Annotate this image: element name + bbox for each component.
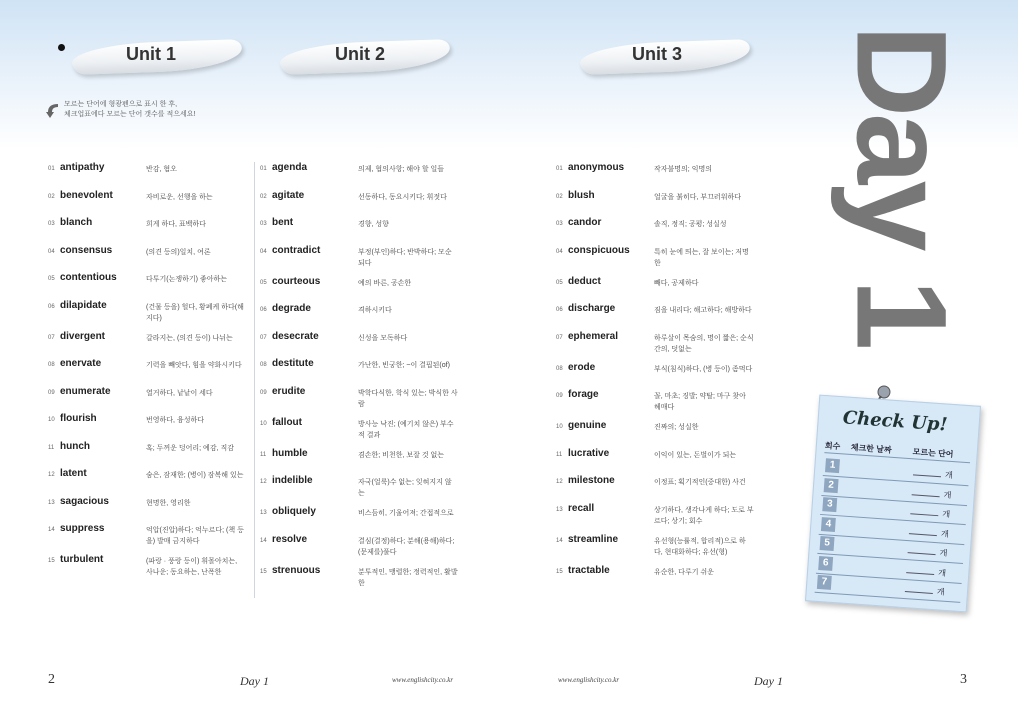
checkup-unit-label: 개 (939, 548, 948, 558)
entry-word: blanch (60, 217, 93, 228)
entry-meaning (146, 333, 233, 344)
hint-line-1: 모르는 단어에 형광펜으로 표시 한 후, (64, 101, 178, 108)
entry-number: 14 (48, 527, 55, 533)
entry-meaning (146, 192, 213, 203)
meaning-line: 작자불명의; 익명의 (654, 166, 712, 173)
entry-number: 03 (48, 221, 55, 227)
entry-word: genuine (568, 420, 607, 431)
meaning-line: 혹; 두꺼운 덩어리; 예감, 직감 (146, 444, 234, 452)
entry-number: 02 (48, 193, 55, 200)
entry-meaning (654, 567, 714, 578)
entry-number: 08 (260, 362, 267, 368)
meaning-line: 의제, 협의사항; 해야 할 일들 (358, 166, 445, 173)
entry-number: 12 (260, 479, 267, 485)
meaning-line: 분투적인, 맹렬한; 정력적인, 활발 (358, 568, 458, 576)
entry-number: 01 (260, 166, 267, 172)
entry-number: 09 (48, 389, 55, 396)
entry-meaning (146, 498, 190, 509)
meaning-line: 유선형(능률적, 합리적)으로 하 (654, 537, 746, 545)
entry-word: fallout (272, 416, 302, 428)
meaning-line: (건물 등을) 헐다, 황폐케 하다(해 (146, 303, 244, 311)
entry-word: candor (568, 217, 602, 228)
entry-meaning (146, 247, 211, 258)
entry-meaning (358, 360, 450, 371)
entry-number: 05 (556, 279, 563, 286)
entry-meaning (358, 508, 454, 519)
entry-meaning (146, 525, 244, 547)
page-number-right: 3 (960, 672, 967, 687)
entry-meaning (146, 556, 237, 578)
meaning-line: 자국(얼룩)수 없는; 잊혀지지 않 (358, 479, 452, 486)
entry-meaning (654, 505, 754, 527)
meaning-line: 되다 (358, 259, 372, 267)
entry-meaning (654, 450, 736, 461)
entry-number: 14 (556, 537, 563, 544)
entry-word: forage (568, 389, 599, 400)
entry-word: erode (568, 361, 596, 373)
entry-word: sagacious (60, 495, 109, 507)
entry-meaning (654, 391, 746, 413)
entry-number: 08 (48, 362, 55, 368)
checkup-title: Check Up! (842, 407, 949, 436)
checkup-blank[interactable] (905, 591, 933, 594)
meaning-line: 특히 눈에 띄는, 잘 보이는; 저명 (654, 248, 749, 256)
meaning-line: 가난한, 빈궁한; ~이 결핍된(of) (358, 362, 450, 369)
entry-meaning (654, 164, 712, 175)
entry-meaning (358, 477, 452, 499)
entry-word: obliquely (272, 506, 316, 517)
meaning-line: 하루살이 목숨의, 명이 짧은; 순식 (654, 334, 754, 342)
meaning-line: 다투기(논쟁하기) 좋아하는 (146, 276, 227, 283)
entry-word: enumerate (60, 385, 111, 397)
entry-number: 06 (556, 307, 563, 313)
checkup-unit-label: 개 (944, 470, 954, 481)
entry-word: suppress (60, 523, 105, 534)
curved-arrow-icon (44, 102, 62, 120)
entry-meaning (146, 164, 177, 175)
meaning-line: 부식(침식)하다, (병 등이) 좀먹다 (654, 365, 753, 373)
unit-3-label: Unit 3 (631, 44, 682, 64)
entry-word: degrade (272, 303, 311, 314)
checkup-blank[interactable] (909, 533, 937, 536)
entry-meaning (654, 477, 746, 488)
entry-word: streamline (568, 533, 619, 545)
entry-word: blush (568, 189, 595, 201)
entry-word: destitute (272, 358, 314, 369)
checkup-row-number: 1 (825, 458, 840, 473)
entry-number: 11 (556, 451, 563, 458)
entry-number: 13 (260, 510, 267, 516)
meaning-line: 사나운; 동요하는, 난폭한 (146, 569, 222, 576)
entry-number: 15 (48, 558, 55, 564)
entry-number: 06 (260, 307, 267, 313)
checkup-header-unknown: 모르는 단어 (912, 447, 954, 460)
entry-number: 04 (556, 248, 563, 255)
entry-word: contentious (60, 272, 117, 283)
entry-meaning (654, 333, 754, 355)
meaning-line: 억압(진압)하다; 억누르다; (책 등 (146, 527, 244, 534)
meaning-line: 유순한, 다루기 쉬운 (654, 568, 714, 576)
entry-meaning (654, 536, 746, 558)
meaning-line: 솔직, 정직; 공평; 성실성 (654, 221, 727, 228)
entry-number: 03 (556, 221, 563, 227)
meaning-line: 번영하다, 융성하다 (146, 417, 204, 424)
entry-number: 11 (260, 451, 267, 458)
entry-word: contradict (272, 244, 321, 256)
day-title-text: Day 1 (829, 24, 973, 346)
meaning-line: 이정표; 획기적인(중대한) 사건 (654, 479, 746, 486)
meaning-line: 격하시키다 (358, 307, 392, 314)
checkup-unit-label: 개 (943, 490, 952, 500)
entry-number: 08 (556, 365, 563, 372)
footer-url-left: www.englishcity.co.kr (392, 676, 454, 684)
meaning-line: 숨은, 잠재한; (병이) 잠복해 있는 (146, 472, 244, 479)
column-divider (254, 162, 255, 598)
entry-word: anonymous (568, 162, 625, 173)
meaning-line: 경향, 성향 (358, 221, 389, 228)
entry-word: consensus (60, 244, 113, 256)
meaning-line: 간의, 덧없는 (654, 345, 692, 353)
entry-number: 15 (260, 568, 267, 575)
entry-meaning (146, 302, 244, 324)
entry-word: resolve (272, 533, 308, 545)
entry-number: 14 (260, 537, 267, 544)
entry-meaning (358, 388, 458, 410)
entry-word: milestone (568, 475, 615, 486)
meaning-line: 선동하다, 동요시키다; 휘젓다 (358, 193, 447, 201)
entry-word: agenda (272, 162, 308, 173)
footer-day-right: Day 1 (754, 674, 783, 688)
meaning-line: 을) 발매 금지하다 (146, 538, 200, 545)
entry-number: 06 (48, 303, 55, 310)
checkup-blank[interactable] (913, 474, 941, 477)
entry-word: agitate (272, 189, 305, 201)
entry-word: latent (60, 468, 87, 479)
entry-meaning (654, 247, 749, 269)
entry-word: deduct (568, 275, 601, 287)
entry-word: flourish (60, 413, 97, 424)
entry-meaning (358, 536, 454, 558)
meaning-line: 현명한, 영리한 (146, 499, 191, 507)
entry-meaning (358, 333, 407, 344)
entry-word: antipathy (60, 162, 105, 173)
meaning-line: 박학다식한, 학식 있는; 박식한 사 (358, 389, 458, 397)
entry-word: turbulent (60, 554, 104, 565)
checkup-row-number: 2 (824, 478, 839, 493)
entry-number: 04 (48, 248, 55, 255)
entry-word: dilapidate (60, 299, 107, 311)
meaning-line: 이익이 있는, 돈벌이가 되는 (654, 451, 737, 459)
entry-word: tractable (568, 564, 610, 576)
meaning-line: 르다; 상기; 회수 (654, 517, 703, 525)
entry-meaning (358, 419, 454, 441)
entry-word: courteous (272, 275, 321, 287)
entry-word: lucrative (568, 447, 610, 459)
entry-word: strenuous (272, 564, 321, 576)
meaning-line: 자비로운, 선행을 하는 (146, 193, 213, 201)
meaning-line: 기력을 빼앗다, 힘을 약화시키다 (146, 362, 242, 369)
checkup-unit-label: 개 (942, 509, 951, 519)
entry-meaning (146, 388, 213, 399)
entry-meaning (146, 360, 242, 371)
footer-day-left: Day 1 (240, 674, 269, 688)
entry-number: 09 (260, 389, 267, 396)
meaning-line: (의견 등의)일치, 여론 (146, 248, 211, 256)
checkup-row-number: 3 (822, 497, 837, 512)
meaning-line: (파랑 · 풍랑 등이) 휘몰아치는, (146, 558, 238, 565)
hint-text (64, 100, 195, 120)
checkup-row-number: 5 (820, 536, 835, 551)
entry-meaning (654, 219, 727, 230)
day-title (829, 24, 973, 346)
entry-word: benevolent (60, 189, 113, 201)
entry-meaning (358, 305, 392, 316)
entry-meaning (146, 219, 206, 230)
entry-meaning (358, 219, 389, 230)
unit-2-label: Unit 2 (334, 44, 385, 64)
entry-number: 12 (556, 479, 563, 485)
entry-meaning (146, 274, 227, 285)
meaning-line: 결심(결정)하다; 분해(용해)하다; (358, 537, 455, 545)
entry-word: enervate (60, 358, 102, 369)
entry-meaning (146, 443, 234, 454)
entry-number: 07 (556, 334, 563, 341)
entry-number: 01 (48, 166, 55, 172)
entry-word: ephemeral (568, 330, 619, 342)
entry-number: 03 (260, 221, 267, 227)
entry-meaning (358, 164, 444, 175)
meaning-line: 예의 바른, 공손한 (358, 279, 412, 287)
meaning-line: 한 (654, 259, 661, 267)
meaning-line: 갈라지는, (의견 등이) 나뉘는 (146, 334, 233, 342)
hint-line-2: 체크업표에다 모르는 단어 갯수를 적으세요! (64, 111, 196, 118)
entry-number: 13 (48, 499, 55, 506)
meaning-line: 짐을 내리다; 해고하다; 해방하다 (654, 307, 752, 314)
entry-word: erudite (272, 385, 306, 397)
checkup-blank[interactable] (912, 494, 940, 497)
meaning-line: 신성을 모독하다 (358, 334, 408, 342)
entry-number: 11 (48, 444, 55, 451)
entry-meaning (358, 247, 452, 269)
checkup-row-number: 4 (821, 517, 836, 532)
entry-meaning (358, 192, 447, 203)
entry-number: 10 (556, 424, 563, 430)
entry-number: 05 (48, 276, 55, 282)
checkup-blank[interactable] (908, 552, 936, 555)
entry-word: indelible (272, 475, 313, 486)
entry-word: conspicuous (568, 244, 630, 256)
entry-number: 04 (260, 248, 267, 255)
checkup-row-number: 7 (817, 575, 832, 590)
entry-meaning (358, 567, 458, 589)
entry-meaning (654, 422, 698, 433)
meaning-line: 반감, 혐오 (146, 166, 177, 173)
meaning-line: 빼다, 공제하다 (654, 279, 699, 287)
checkup-header-date: 체크한 날짜 (850, 442, 892, 455)
entry-meaning (146, 470, 243, 481)
meaning-line: 상기하다, 생각나게 하다; 도로 부 (654, 506, 754, 514)
meaning-line: 희게 하다, 표백하다 (146, 221, 206, 228)
checkup-unit-label: 개 (937, 567, 947, 578)
entry-number: 01 (556, 166, 563, 172)
entry-number: 09 (556, 393, 563, 399)
checkup-unit-label: 개 (936, 587, 945, 597)
bullet-dot (58, 44, 65, 51)
entry-number: 10 (48, 417, 55, 423)
entry-word: hunch (60, 440, 90, 452)
meaning-line: 진짜의; 성실한 (654, 424, 699, 431)
entry-number: 07 (48, 334, 55, 341)
entry-number: 10 (260, 420, 267, 427)
entry-number: 02 (260, 193, 267, 200)
entry-meaning (654, 305, 752, 316)
entry-meaning (654, 192, 741, 203)
checkup-header-count: 회수 (824, 441, 841, 452)
meaning-line: (문제를)풀다 (358, 548, 397, 556)
meaning-line: 람 (358, 400, 365, 408)
entry-word: bent (272, 217, 294, 228)
entry-word: desecrate (272, 330, 319, 342)
entry-word: humble (272, 447, 308, 459)
unit-1-label: Unit 1 (125, 44, 176, 64)
checkup-card (805, 395, 981, 613)
meaning-line: 열거하다, 낱낱이 세다 (146, 389, 213, 397)
entry-number: 05 (260, 279, 267, 286)
meaning-line: 는 (358, 490, 365, 497)
entry-number: 12 (48, 472, 55, 478)
checkup-unit-label: 개 (940, 528, 950, 539)
page-number-left: 2 (48, 672, 55, 687)
meaning-line: 얼굴을 붉히다, 부끄러워하다 (654, 193, 741, 201)
entry-number: 13 (556, 506, 563, 513)
meaning-line: 비스듬히, 기울어져; 간접적으로 (358, 510, 454, 517)
checkup-blank[interactable] (906, 572, 934, 575)
entry-meaning (654, 278, 698, 289)
entry-number: 02 (556, 193, 563, 200)
entry-meaning (654, 364, 752, 375)
meaning-line: 꼴, 마초; 징발; 약탈; 마구 찾아 (654, 393, 746, 400)
meaning-line: 적 결과 (358, 431, 381, 439)
meaning-line: 부정(부인)하다; 반박하다; 모순 (358, 248, 452, 256)
entry-number: 07 (260, 334, 267, 341)
entry-meaning (146, 415, 204, 426)
meaning-line: 지다) (146, 314, 162, 322)
meaning-line: 다, 현대화하다; 유선(형) (654, 548, 728, 556)
meaning-line: 한 (358, 579, 365, 587)
entry-meaning (358, 278, 411, 289)
checkup-row-number: 6 (818, 555, 833, 570)
checkup-blank[interactable] (910, 513, 938, 516)
footer-url-right: www.englishcity.co.kr (558, 676, 620, 684)
meaning-line: 헤매다 (654, 404, 675, 411)
meaning-line: 방사능 낙진; (예기치 않은) 부수 (358, 420, 454, 428)
entry-meaning (358, 450, 444, 461)
entry-word: discharge (568, 303, 616, 314)
entry-word: divergent (60, 330, 106, 342)
entry-word: recall (568, 502, 595, 514)
entry-number: 15 (556, 568, 563, 575)
meaning-line: 겸손한; 비천한, 보잘 것 없는 (358, 451, 445, 459)
